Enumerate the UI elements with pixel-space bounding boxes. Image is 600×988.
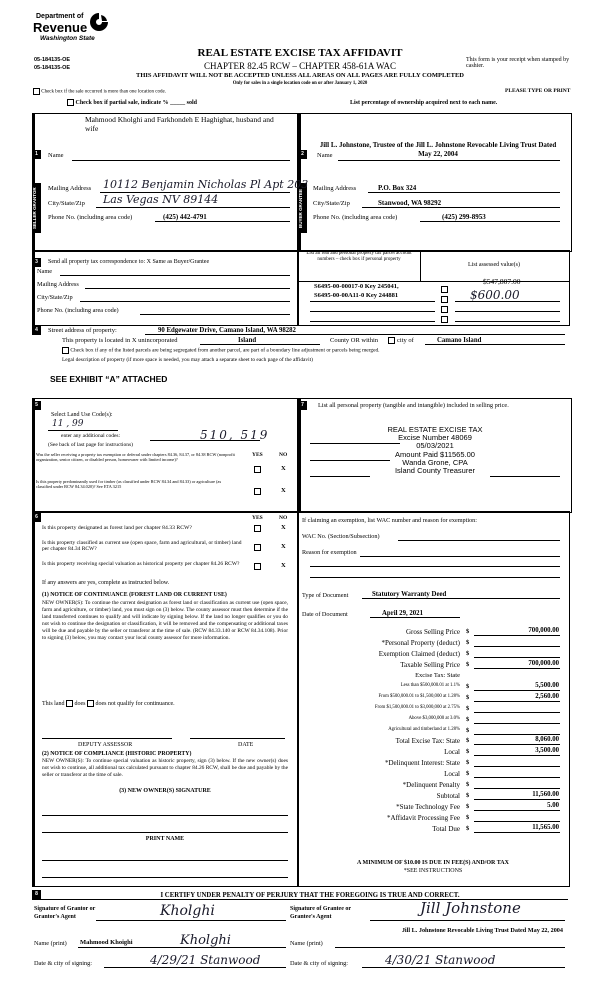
sig-line-1 <box>42 815 288 816</box>
taxable-line <box>474 668 560 669</box>
doc-date-value: April 29, 2021 <box>382 610 423 617</box>
partial-sale-label: Check box if partial sale, indicate % _____ sold <box>75 99 198 106</box>
pp-line-4 <box>490 476 560 477</box>
total-due-dollar: $ <box>466 825 470 832</box>
doc-type-line <box>362 598 560 599</box>
grantor-name-value: Mahmood Khoighi <box>80 939 133 946</box>
deputy-date-label: DATE <box>238 742 254 748</box>
s3-mailing-label: Mailing Address <box>37 281 79 288</box>
only-for-sales: Only for sales in a single location code on or after January 1, 2020 <box>232 81 368 86</box>
parcel-value-line-3 <box>455 321 560 322</box>
logo-revenue: Revenue <box>33 20 88 35</box>
seller-city-line <box>96 207 290 208</box>
total-due-value: 11,565.00 <box>532 824 559 831</box>
assessed-value-1: $547,807.00 <box>483 277 521 286</box>
parcels-header: List all real and personal property tax parcel account numbers – check box if personal property <box>306 251 412 262</box>
section-8-marker: 8 <box>32 890 41 899</box>
grantee-date-line <box>362 967 565 968</box>
grantor-date-value: 4/29/21 Stanwood <box>150 953 261 967</box>
tech-fee-line <box>474 810 560 811</box>
revenue-logo-icon <box>88 11 110 33</box>
buyer-city-line <box>362 207 560 208</box>
tier3-line <box>474 712 560 713</box>
s5-q2-x: X <box>281 487 286 494</box>
total-state-dollar: $ <box>466 737 470 744</box>
buyer-label: BUYER GRANTEE <box>298 183 307 233</box>
please-type: PLEASE TYPE OR PRINT <box>505 88 571 94</box>
tier4-dollar: $ <box>466 716 470 723</box>
local-2-line <box>474 777 560 778</box>
affidavit-fee-dollar: $ <box>466 814 470 821</box>
deputy-assessor-label: DEPUTY ASSESSOR <box>78 742 133 748</box>
doc-date-line <box>370 617 460 618</box>
parcel-1: S6495-00-00017-0 Key 245041, <box>314 283 399 290</box>
tier3-label: From $1,500,000.01 to $3,000,000 at 2.75% <box>374 705 460 710</box>
stamp-line-5: Wanda Grone, CPA <box>402 457 468 467</box>
subtotal-label: Subtotal <box>436 792 460 800</box>
doc-type-label: Type of Document <box>302 592 349 599</box>
multi-location-checkbox[interactable] <box>33 88 40 95</box>
assessed-value-2: $600.00 <box>470 288 520 302</box>
street-line <box>145 334 565 335</box>
sig-line-2 <box>42 832 288 833</box>
print-name-line-2 <box>42 877 288 878</box>
section-2-marker: 2 <box>298 150 307 159</box>
buyer-mailing-value: P.O. Box 324 <box>378 184 417 192</box>
delinquent-state-line <box>474 766 560 767</box>
s6-q2: Is this property classified as current use (open space, farm and agricultural, or timber) land per chapter 84.34 RCW? <box>42 540 242 552</box>
grantee-name-value: Jill L. Johnstone Revocable Living Trust Dated May 22, 2004 <box>401 927 563 934</box>
parcel-checkbox-4[interactable] <box>441 316 448 323</box>
city-value: Camano Island <box>437 337 482 344</box>
s5-q1-yes[interactable] <box>254 466 261 473</box>
grantee-signature-hand: Jill Johnstone <box>420 899 521 917</box>
buyer-phone-label: Phone No. (including area code) <box>313 214 398 221</box>
subtotal-dollar: $ <box>466 792 470 799</box>
buyer-name-line <box>338 160 560 161</box>
local-2-dollar: $ <box>466 770 470 777</box>
total-due-label: Total Due <box>432 825 460 833</box>
seller-name-label: Name <box>48 152 64 159</box>
grantor-signature-label: Signature of Grantor or Grantor's Agent <box>34 906 96 920</box>
grantee-name-line <box>335 947 565 948</box>
tier4-label: Above $3,000,000 at 3.0% <box>408 716 460 721</box>
tech-fee-dollar: $ <box>466 803 470 810</box>
tier3-dollar: $ <box>466 705 470 712</box>
parcel-line-2 <box>310 311 435 312</box>
local-2-label: Local <box>444 770 460 778</box>
grantor-date-line <box>104 967 286 968</box>
gross-line <box>474 635 560 636</box>
buyer-mailing-line <box>368 192 560 193</box>
county-line <box>200 344 320 345</box>
buyer-phone-line <box>420 221 560 222</box>
legal-description-label: Legal description of property (if more space is needed, you may attach a separate sheet to each page of the affidavit) <box>62 357 313 363</box>
pp-line-1 <box>310 443 400 444</box>
logo-state: Washington State <box>40 35 95 42</box>
form-id-1: 05-184135-OE <box>34 57 71 63</box>
section-7-marker: 7 <box>298 401 307 410</box>
seller-mailing-label: Mailing Address <box>48 185 92 192</box>
notice1-text: NEW OWNER(S): To continue the current designation as forest land or classification as current use (open space, farm and agriculture, or timber) land, you must sign on (3) below. The county assessor must then determine if the land transferred continues to qualify and will indicate by signing below. If the land no longer qualifies or you do not wish to continue the designation or classification, it will be removed and the compensating or additional taxes will be due and payable by the seller or transferor at the time of sale. (RCW 84.33.140 or RCW 84.34.108). Prior to signing (3) below, you may contact your local county assessor for more information. <box>42 600 288 641</box>
section-4-marker: 4 <box>32 326 41 335</box>
s3-city-label: City/State/Zip <box>37 294 73 301</box>
s6-q2-yes[interactable] <box>254 544 261 551</box>
segregated-label: Check box if any of the listed parcels are being segregated from another parcel, are part of a boundary line adjustment or parcels being merged. <box>70 347 380 354</box>
parcel-value-line-1 <box>455 301 560 302</box>
deputy-line <box>42 738 172 739</box>
doc-type-value: Statutory Warranty Deed <box>372 591 447 598</box>
s5-yes: YES <box>252 452 263 458</box>
city-of-label: city of <box>397 337 414 344</box>
gross-label: Gross Selling Price <box>405 628 460 636</box>
seller-phone-label: Phone No. (including area code) <box>48 214 133 221</box>
buyer-phone-value: (425) 299-8953 <box>442 213 486 221</box>
s6-q1-yes[interactable] <box>254 525 261 532</box>
land-use-label: Select Land Use Code(s): <box>51 412 113 418</box>
local-dollar: $ <box>466 748 470 755</box>
logo-dept: Department of <box>36 13 84 20</box>
warning: THIS AFFIDAVIT WILL NOT BE ACCEPTED UNLESS ALL AREAS ON ALL PAGES ARE FULLY COMPLETED <box>136 72 464 79</box>
personal-dollar: $ <box>466 639 470 646</box>
section-3-marker: 3 <box>32 258 41 267</box>
street-label: Street address of property: <box>48 327 117 334</box>
wac-label: WAC No. (Section/Subsection) <box>302 533 380 540</box>
print-name-line-1 <box>42 860 288 861</box>
tier4-line <box>474 723 560 724</box>
tier2-label: From $500,000.01 to $1,500,000 at 1.28% <box>378 694 460 699</box>
s5-no: NO <box>279 452 288 458</box>
personal-property-label: List all personal property (tangible and intangible) included in selling price. <box>318 402 509 409</box>
parcel-line-1 <box>310 301 435 302</box>
if-yes-note: If any answers are yes, complete as instructed below. <box>42 580 170 586</box>
subtotal-line <box>474 799 560 800</box>
parcels-divider <box>420 251 421 281</box>
see-exhibit: SEE EXHIBIT “A” ATTACHED <box>50 374 168 384</box>
partial-sale-checkbox[interactable] <box>67 99 74 106</box>
land-does-label: does <box>74 700 86 707</box>
s5-q2-yes[interactable] <box>254 488 261 495</box>
exemption-label: Exemption Claimed (deduct) <box>378 650 460 658</box>
taxable-dollar: $ <box>466 661 470 668</box>
s6-q2-x: X <box>281 543 286 550</box>
s6-q3-yes[interactable] <box>254 563 261 570</box>
seller-name-line <box>72 160 290 161</box>
section-1-marker: 1 <box>32 150 41 159</box>
grantor-name-signature: Kholghi <box>180 933 231 948</box>
parcel-line-3 <box>310 321 435 322</box>
treasurer-stamp <box>360 426 510 475</box>
grantee-date-value: 4/30/21 Stanwood <box>385 953 496 967</box>
gross-value: 700,000.00 <box>528 627 559 634</box>
s5-q2: Is this property predominantly used for timber (as classified under RCW 84.34 and 84.33) or agriculture (as classified under RCW 84.34.020)? See ETA 3215 <box>36 479 222 490</box>
doc-date-label: Date of Document <box>302 611 348 618</box>
delinquent-state-label: *Delinquent Interest: State <box>384 759 460 767</box>
penalty-label: *Delinquent Penalty <box>402 781 460 789</box>
land-use-line <box>48 430 118 431</box>
section-5-marker: 5 <box>32 401 41 410</box>
parcels-header-line <box>298 281 569 282</box>
see-back: (See back of last page for instructions) <box>48 442 133 448</box>
section-3-text: Send all property tax correspondence to: X Same as Buyer/Grantee <box>48 259 210 265</box>
subtotal-value: 11,560.00 <box>532 791 559 798</box>
page-title: REAL ESTATE EXCISE TAX AFFIDAVIT <box>197 47 403 59</box>
s5-q1: Was the seller receiving a property tax exemption or deferral under chapters 84.36, 84.37, or 84.38 RCW (nonprofit organization, senior citizen, or disabled person, homeowner with limited income)? <box>36 452 235 463</box>
tier1-value: 5,500.00 <box>535 682 559 689</box>
affidavit-fee-line <box>474 821 560 822</box>
personal-label: *Personal Property (deduct) <box>381 639 460 647</box>
city-line <box>425 344 565 345</box>
see-instructions: *SEE INSTRUCTIONS <box>403 868 463 874</box>
grantor-signature-hand: Kholghi <box>160 903 215 919</box>
buyer-city-value: Stanwood, WA 98292 <box>378 199 442 207</box>
s3-name-line <box>60 275 290 276</box>
local-label: Local <box>444 748 460 756</box>
segregated-row <box>62 347 562 354</box>
seller-label: SELLER GRANTOR <box>32 183 41 233</box>
parcel-checkbox-2[interactable] <box>441 296 448 303</box>
located-label: This property is located in X unincorporated <box>62 337 178 344</box>
section-6-marker: 6 <box>32 513 41 522</box>
total-state-line <box>474 744 560 745</box>
stamp-line-6: Island County Treasurer <box>394 466 476 476</box>
print-name-label: PRINT NAME <box>145 836 185 842</box>
certify-statement: I CERTIFY UNDER PENALTY OF PERJURY THAT THE FOREGOING IS TRUE AND CORRECT. <box>160 892 460 899</box>
receipt-note: This form is your receipt when stamped by cashier. <box>466 57 570 69</box>
personal-line <box>474 646 560 647</box>
parcel-checkbox-1[interactable] <box>441 286 448 293</box>
notice2-text: NEW OWNER(S): To continue special valuation as historic property, sign (3) below. If the new owner(s) does not wish to continue, all additional tax calculated pursuant to chapter 84.26 RCW, shall be due and payable by the seller or transferor at the time of sale. <box>42 758 288 778</box>
tech-fee-value: 5.00 <box>547 802 559 809</box>
tier2-value: 2,560.00 <box>535 693 559 700</box>
s6-q1: Is this property designated as forest land per chapter 84.33 RCW? <box>42 525 192 531</box>
assessed-header: List assessed value(s) <box>468 262 520 268</box>
seller-phone-value: (425) 442-4791 <box>163 213 207 221</box>
seller-city-label: City/State/Zip <box>48 200 85 207</box>
wac-line <box>398 540 560 541</box>
land-does-checkbox[interactable] <box>66 700 73 707</box>
total-due-line <box>474 832 560 833</box>
buyer-city-label: City/State/Zip <box>313 200 350 207</box>
grantor-sig-line <box>96 920 286 921</box>
reason-label: Reason for exemption <box>302 549 357 556</box>
grantor-date-label: Date & city of signing: <box>34 960 93 967</box>
additional-codes-label: enter any additional codes: <box>61 433 121 439</box>
tier1-dollar: $ <box>466 683 470 690</box>
new-owner-signature-label: (3) NEW OWNER(S) SIGNATURE <box>119 788 211 794</box>
parcel-value-line-2 <box>455 311 560 312</box>
tier1-label: Less than $500,000.01 at 1.1% <box>400 683 460 688</box>
penalty-line <box>474 788 560 789</box>
s6-q1-x: X <box>281 524 286 531</box>
tier5-line <box>474 734 560 735</box>
parcel-2: S6495-00-00A11-0 Key 244881 <box>314 292 399 299</box>
s3-phone-label: Phone No. (including area code) <box>37 307 119 314</box>
page-subtitle: CHAPTER 82.45 RCW – CHAPTER 458-61A WAC <box>204 61 396 71</box>
this-land-label: This land <box>42 700 65 707</box>
notice1-title: (1) NOTICE OF CONTINUANCE (FOREST LAND OR CURRENT USE) <box>42 592 227 598</box>
s6-q3-x: X <box>281 562 286 569</box>
exemption-dollar: $ <box>466 650 470 657</box>
s6-no: NO <box>279 515 288 521</box>
grantee-signature-label: Signature of Grantee or Grantee's Agent <box>290 906 351 920</box>
tier2-dollar: $ <box>466 694 470 701</box>
pp-line-2 <box>310 460 390 461</box>
stamp-line-3: 05/03/2021 <box>416 441 454 451</box>
tier2-line <box>474 701 560 702</box>
partial-sale-row <box>67 99 197 106</box>
multi-location-label: Check box if the sale occurred is more than one location code. <box>41 89 166 95</box>
this-land-row <box>42 700 175 707</box>
seller-name-value: Mahmood Kholghi and Farkhondeh E Haghighat, husband and wife <box>85 115 274 133</box>
deputy-date-line <box>190 738 285 739</box>
local-line <box>474 755 560 756</box>
s6-q3: Is this property receiving special valuation as historical property per chapter 84.26 RCW? <box>42 561 240 567</box>
seller-mailing-value: 10112 Benjamin Nicholas Pl Apt 203 <box>103 178 309 191</box>
grantor-name-label: Name (print) <box>34 940 67 947</box>
grantee-date-label: Date & city of signing: <box>290 960 349 967</box>
stamp-line-1: REAL ESTATE EXCISE TAX <box>387 425 483 434</box>
total-state-label: Total Excise Tax: State <box>395 737 460 745</box>
s3-mailing-line <box>85 288 290 289</box>
reason-line-2 <box>310 566 560 567</box>
stamp-line-4: Amount Paid $11565.00 <box>395 449 475 459</box>
land-does-not-checkbox[interactable] <box>87 700 94 707</box>
land-use-code: 11 , 99 <box>52 419 84 429</box>
grantee-sig-line <box>370 920 565 921</box>
s6-yes: YES <box>252 515 263 521</box>
buyer-mailing-label: Mailing Address <box>313 185 357 192</box>
s5-q1-x: X <box>281 465 286 472</box>
county-within: County OR within <box>330 337 379 344</box>
multi-location-row <box>33 88 166 95</box>
tier1-line <box>474 690 560 691</box>
buyer-section <box>298 113 572 252</box>
grantee-name-label: Name (print) <box>290 940 323 947</box>
seller-phone-line <box>155 221 290 222</box>
tier5-dollar: $ <box>466 727 470 734</box>
taxable-value: 700,000.00 <box>528 660 559 667</box>
notice2-title: (2) NOTICE OF COMPLIANCE (HISTORIC PROPERTY) <box>42 751 192 757</box>
county-value: Island <box>238 337 257 344</box>
street-value: 90 Edgewater Drive, Camano Island, WA 98282 <box>158 327 296 334</box>
local-value: 3,500.00 <box>535 747 559 754</box>
segregated-checkbox[interactable] <box>62 347 69 354</box>
taxable-label: Taxable Selling Price <box>400 661 460 669</box>
affidavit-fee-label: *Affidavit Processing Fee <box>387 814 460 822</box>
gross-dollar: $ <box>466 628 470 635</box>
total-state-value: 8,060.00 <box>535 736 559 743</box>
additional-codes-line <box>150 440 260 441</box>
s3-phone-line <box>140 314 290 315</box>
pp-line-3 <box>310 476 370 477</box>
stamp-line-2: Excise Number 48069 <box>398 433 472 443</box>
s3-name-label: Name <box>37 268 53 275</box>
tech-fee-label: *State Technology Fee <box>396 803 460 811</box>
buyer-name-label: Name <box>317 152 333 159</box>
reason-line-1 <box>360 556 560 557</box>
form-id-2: 05-184135-OE <box>34 65 71 71</box>
exemption-label: If claiming an exemption, list WAC number and reason for exemption: <box>302 517 477 524</box>
additional-codes-value: 510, 519 <box>200 428 270 442</box>
penalty-dollar: $ <box>466 781 470 788</box>
delinquent-state-dollar: $ <box>466 759 470 766</box>
land-does-not-label: does not qualify for continuance. <box>95 700 175 707</box>
excise-state-label: Excise Tax: State <box>415 672 460 679</box>
s3-city-line <box>80 301 290 302</box>
parcel-checkbox-3[interactable] <box>441 306 448 313</box>
grantor-name-line <box>78 947 286 948</box>
reason-line-3 <box>310 577 560 578</box>
minimum-due: A MINIMUM OF $10.00 IS DUE IN FEE(S) AND/OR TAX <box>357 860 509 866</box>
seller-city-value: Las Vegas NV 89144 <box>103 193 219 206</box>
buyer-name-value: Jill L. Johnstone, Trustee of the Jill L. Johnstone Revocable Living Trust Dated May 22, 2004 <box>319 141 557 158</box>
exemption-line <box>474 657 560 658</box>
list-percentage: List percentage of ownership acquired next to each name. <box>350 100 498 106</box>
city-of-checkbox[interactable] <box>388 337 395 344</box>
tier5-label: Agricultural and timberland at 1.28% <box>388 727 460 732</box>
